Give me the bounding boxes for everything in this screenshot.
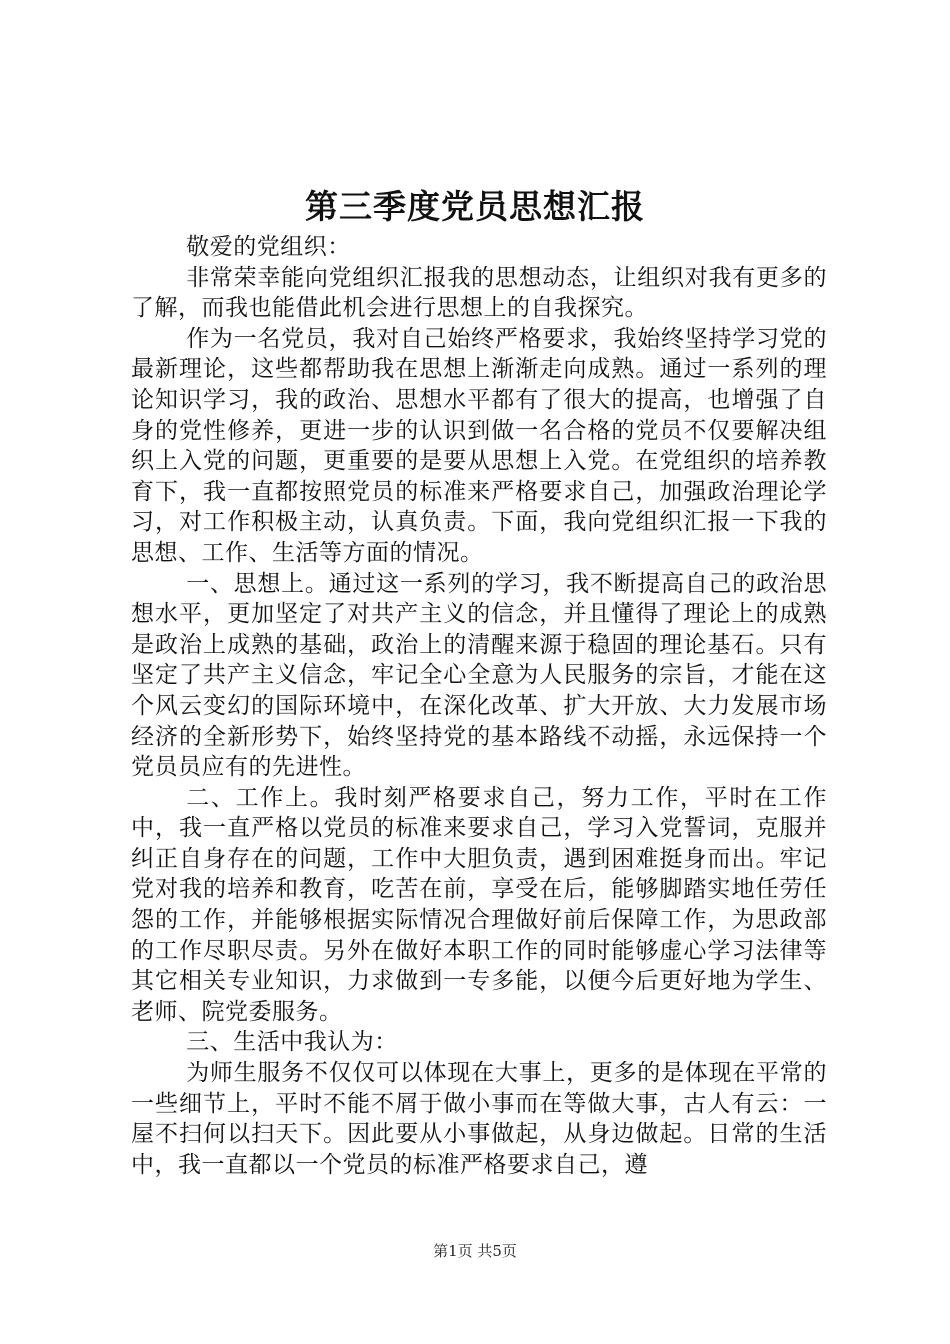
salutation: 敬爱的党组织： — [186, 234, 351, 260]
document-body — [131, 232, 827, 1180]
page-footer: 第1页 共5页 — [433, 1242, 517, 1260]
paragraph-life: 为师生服务不仅仅可以体现在大事上，更多的是体现在平常的一些细节上，平时不能不屑于做小事而在等做大事，古人有云：一屋不扫何以扫天下。因此要从小事做起，从身边做起。日常的生活中，我一直都以一个党员的标准严格要求自己，遵 — [131, 1060, 827, 1178]
paragraph-overview: 作为一名党员，我对自己始终严格要求，我始终坚持学习党的最新理论，这些都帮助我在思想上渐渐走向成熟。通过一系列的理论知识学习，我的政治、思想水平都有了很大的提高，也增强了自身的党性修养，更进一步的认识到做一名合格的党员不仅要解决组织上入党的问题，更重要的是要从思想上入党。在党组织的培养教育下，我一直都按照党员的标准来严格要求自己，加强政治理论学习，对工作积极主动，认真负责。下面，我向党组织汇报一下我的思想、工作、生活等方面的情况。 — [131, 325, 827, 566]
paragraph-life-heading: 三、生活中我认为： — [186, 1029, 398, 1056]
paragraph-intro: 非常荣幸能向党组织汇报我的思想动态，让组织对我有更多的了解，而我也能借此机会进行思想上的自我探究。 — [131, 264, 827, 322]
paragraph-thought: 一、思想上。通过这一系列的学习，我不断提高自己的政治思想水平，更加坚定了对共产主义的信念，并且懂得了理论上的成熟是政治上成熟的基础，政治上的清醒来源于稳固的理论基石。只有坚定了共产主义信念，牢记全心全意为人民服务的宗旨，才能在这个风云变幻的国际环境中，在深化改革、扩大开放、大力发展市场经济的全新形势下，始终坚持党的基本路线不动摇，永远保持一个党员员应有的先进性。 — [131, 570, 827, 781]
document-title: 第三季度党员思想汇报 — [305, 187, 645, 226]
paragraph-work: 二、工作上。我时刻严格要求自己，努力工作，平时在工作中，我一直严格以党员的标准来要求自己，学习入党誓词，克服并纠正自身存在的问题，工作中大胆负责，遇到困难挺身而出。牢记党对我的培养和教育，吃苦在前，享受在后，能够脚踏实地任劳任怨的工作，并能够根据实际情况合理做好前后保障工作，为思政部的工作尽职尽责。另外在做好本职工作的同时能够虚心学习法律等其它相关专业知识，力求做到一专多能，以便今后更好地为学生、老师、院党委服务。 — [131, 784, 827, 1025]
